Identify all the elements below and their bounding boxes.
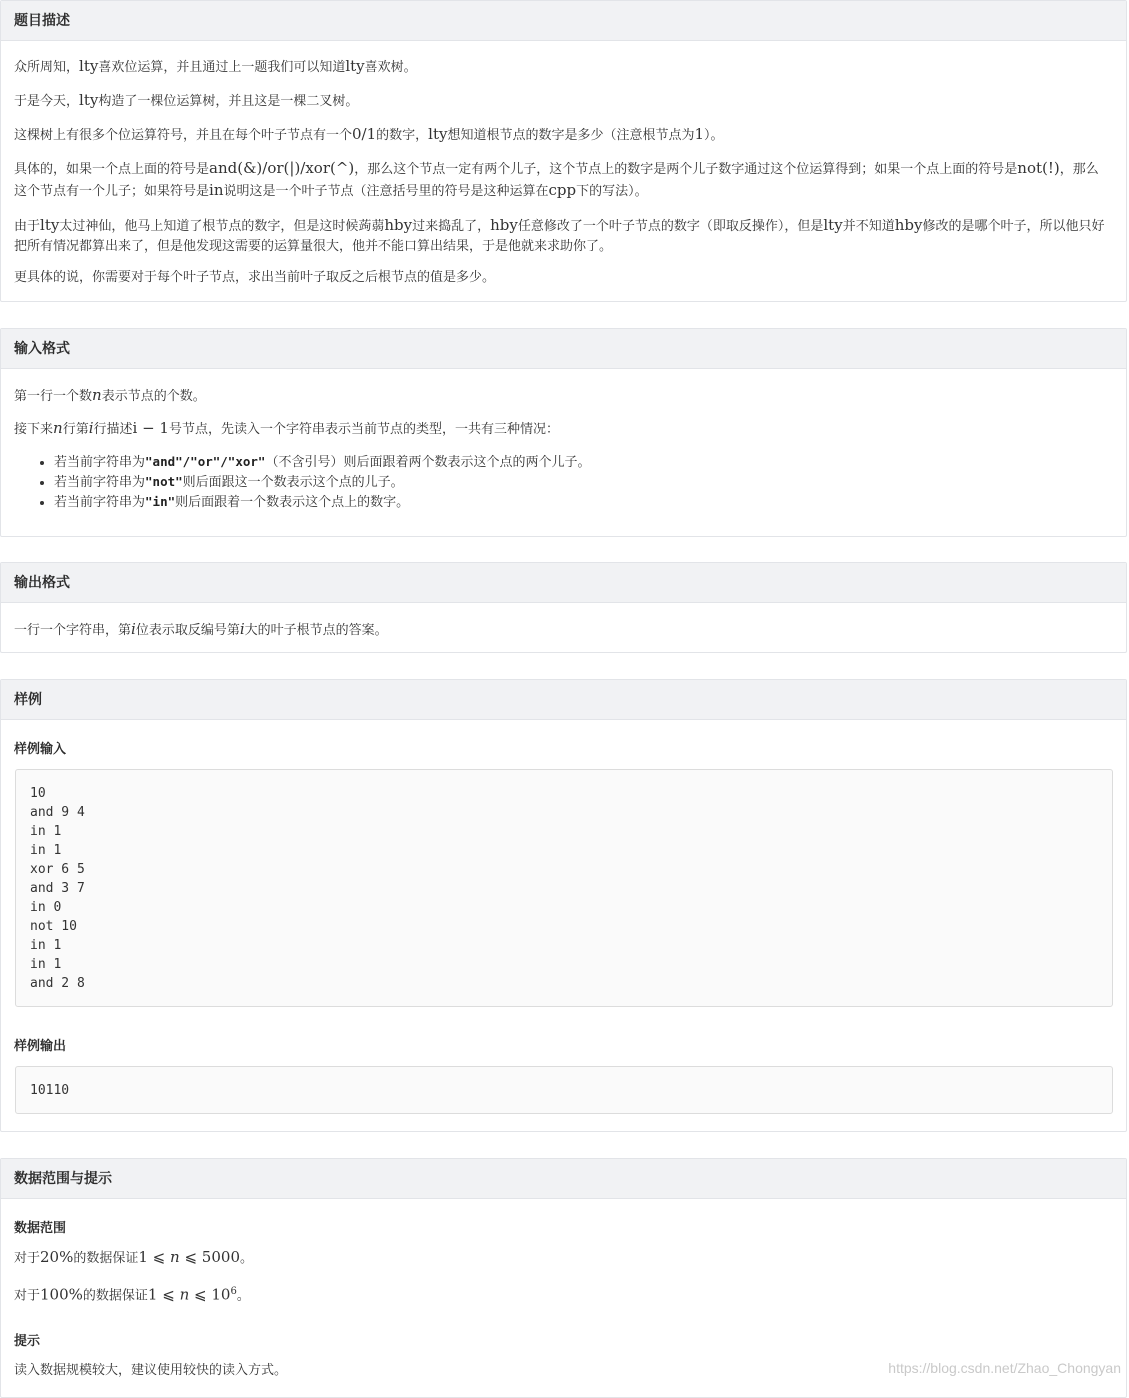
- hint-label: 提示: [14, 1334, 41, 1349]
- description-paragraph-4: 具体的，如果一个点上面的符号是and(&)/or(|)/xor(^)，那么这个节点一定有两个儿子，这个节点上的数字是两个儿子数字通过这个位运算得到；如果一个点上面的符号是not(!)，那么这个节点有一个儿子；如果符号是in说明这是一个叶子节点（注意括号里的符号是这种运算在cpp下的写法）。: [14, 159, 1099, 199]
- list-item: • 若当前字符串为"and"/"or"/"xor"（不含引号）则后面跟着两个数表示这个点的两个儿子。: [54, 452, 1106, 472]
- range-line-2: 对于100%的数据保证1 ⩽ n ⩽ $10^6$。: [14, 1285, 250, 1304]
- input-type-list: [14, 452, 1106, 512]
- sample-output-text: 10110: [30, 1083, 70, 1098]
- description-paragraph-3: 这棵树上有很多个位运算符号，并且在每个叶子节点有一个0/1的数字，lty想知道根节点的数字是多少（注意根节点为1）。: [14, 125, 724, 143]
- description-title: 题目描述: [1, 1, 1126, 41]
- sample-output-code[interactable]: [15, 1066, 1113, 1114]
- description-paragraph-6: 更具体的说，你需要对于每个叶子节点，求出当前叶子取反之后根节点的值是多少。: [14, 270, 496, 285]
- range-line-1: 对于20%的数据保证1 ⩽ n ⩽ 5000。: [14, 1248, 253, 1266]
- sample-input-label: 样例输入: [14, 742, 67, 757]
- input-format-card: [0, 328, 1127, 537]
- description-card: [0, 0, 1127, 302]
- sample-title: 样例: [1, 680, 1126, 720]
- input-paragraph-1: 第一行一个数n表示节点的个数。: [14, 386, 206, 404]
- input-paragraph-2: 接下来n行第i行描述i − 1号节点，先读入一个字符串表示当前节点的类型，一共有三种情况：: [14, 419, 559, 437]
- sample-input-text: 10 and 9 4 in 1 in 1 xor 6 5 and 3 7 in 0 not 10 in 1 in 1 and 2 8: [30, 786, 85, 991]
- output-paragraph-1: 一行一个字符串，第i位表示取反编号第i大的叶子根节点的答案。: [14, 620, 388, 638]
- description-paragraph-1: 众所周知，lty喜欢位运算，并且通过上一题我们可以知道lty喜欢树。: [14, 57, 417, 75]
- description-paragraph-5: 由于lty太过神仙，他马上知道了根节点的数字，但是这时候蒟蒻hby过来捣乱了，hby任意修改了一个叶子节点的数字（即取反操作），但是lty并不知道hby修改的是哪个叶子，所以他只好把所有情况都算出来了，但是他发现这需要的运算量很大，他并不能口算出结果，于是他就来求助你了。: [14, 216, 1105, 254]
- list-item: • 若当前字符串为"in"则后面跟着一个数表示这个点上的数字。: [54, 492, 1106, 512]
- hint-text: 读入数据规模较大，建议使用较快的读入方式。: [14, 1363, 288, 1378]
- list-item: • 若当前字符串为"not"则后面跟这一个数表示这个点的儿子。: [54, 472, 1106, 492]
- watermark: https://blog.csdn.net/Zhao_Chongyan: [888, 1360, 1121, 1376]
- output-format-title: 输出格式: [1, 563, 1126, 603]
- sample-input-code[interactable]: [15, 769, 1113, 1007]
- description-paragraph-2: 于是今天，lty构造了一棵位运算树，并且这是一棵二叉树。: [14, 91, 359, 109]
- sample-card: [0, 679, 1127, 1132]
- limits-title: 数据范围与提示: [1, 1159, 1126, 1199]
- output-format-card: [0, 562, 1127, 653]
- input-format-title: 输入格式: [1, 329, 1126, 369]
- range-label: 数据范围: [14, 1221, 67, 1236]
- sample-output-label: 样例输出: [14, 1039, 67, 1054]
